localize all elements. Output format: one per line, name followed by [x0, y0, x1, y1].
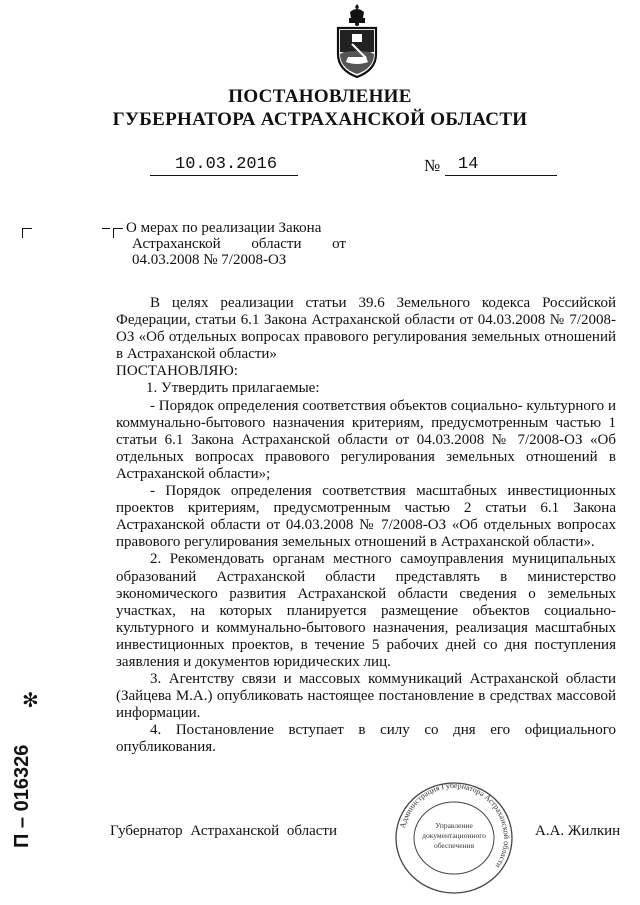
signatory-name: А.А. Жилкин [535, 823, 621, 839]
document-number: 14 [458, 155, 479, 174]
serial-text: П – 016326 [11, 744, 33, 848]
stamp-outer-text: Администрация Губернатора Астраханской области [398, 780, 512, 870]
document-date: 10.03.2016 [175, 155, 278, 174]
subject-line-3: 04.03.2008 № 7/2008-ОЗ [132, 252, 287, 268]
decree-word: ПОСТАНОВЛЯЮ: [116, 363, 238, 380]
number-underline [445, 175, 557, 176]
corner-mark-subject [113, 228, 123, 238]
document-subject [126, 220, 356, 268]
coat-of-arms-emblem [330, 2, 384, 80]
subject-word: от [332, 236, 346, 252]
margin-asterisk: ✻ [22, 688, 39, 712]
corner-mark-left [22, 228, 32, 238]
intro-paragraph: В целях реализации статьи 39.6 Земельного кодекса Российской Федерации, статьи 6.1 Закона Астраханской области от 04.03.2008 № 7/2008-ОЗ «Об отдельных вопросах правового регулирования земельных отношений в Астраханской области» [116, 295, 616, 363]
official-stamp [390, 778, 518, 898]
subject-line-1: О мерах по реализации Закона [126, 220, 322, 236]
item-4: 4. Постановление вступает в силу со дня его официального опубликования. [116, 722, 616, 756]
stamp-inner-line-1: Управление [435, 821, 473, 830]
document-title: ПОСТАНОВЛЕНИЕ [228, 86, 412, 107]
stamp-inner-line-3: обеспечения [433, 841, 475, 850]
subject-word: Астраханской [132, 236, 221, 252]
signatory-position: Губернатор Астраханской области [110, 823, 338, 839]
item-1-b: - Порядок определения соответствия масштабных инвестиционных проектов критериям, предусмотренным частью 2 статьи 6.1 Закона Астраханской области от 04.03.2008 № 7/2008-ОЗ «Об отдельных вопросах правового регулирования земельных отношений в Астраханской области». [116, 483, 616, 551]
item-2: 2. Рекомендовать органам местного самоуправления муниципальных образований Астраханской области представлять в министерство экономического развития Астраханской области сведения о земельных участках, на которых планируется размещение объектов социально-культурного и коммунально-бытового назначения, реализация масштабных инвестиционных проектов, в течение 5 рабочих дней со дня поступления заявления и документов юридических лиц. [116, 551, 616, 670]
item-3: 3. Агентству связи и массовых коммуникаций Астраханской области (Зайцева М.А.) опубликовать настоящее постановление в средствах массовой информации. [116, 671, 616, 722]
document-body [116, 295, 616, 757]
stamp-inner-line-2: документационного [422, 831, 486, 840]
date-underline [150, 175, 298, 176]
document-issuer: ГУБЕРНАТОРА АСТРАХАНСКОЙ ОБЛАСТИ [112, 109, 528, 130]
item-1-heading: 1. Утвердить прилагаемые: [146, 380, 320, 397]
corner-tick [102, 228, 110, 229]
subject-line-2 [126, 236, 346, 252]
subject-word: области [251, 236, 302, 252]
margin-serial-number [6, 680, 36, 850]
number-sign: № [424, 156, 441, 175]
item-1-a: - Порядок определения соответствия объектов социально- культурного и коммунально-бытового назначения критериям, предусмотренным частью 1 статьи 6.1 Закона Астраханской области от 04.03.2008 № 7/2008-ОЗ «Об отдельных вопросах правового регулирования земельных отношений в Астраханской области»; [116, 397, 616, 482]
